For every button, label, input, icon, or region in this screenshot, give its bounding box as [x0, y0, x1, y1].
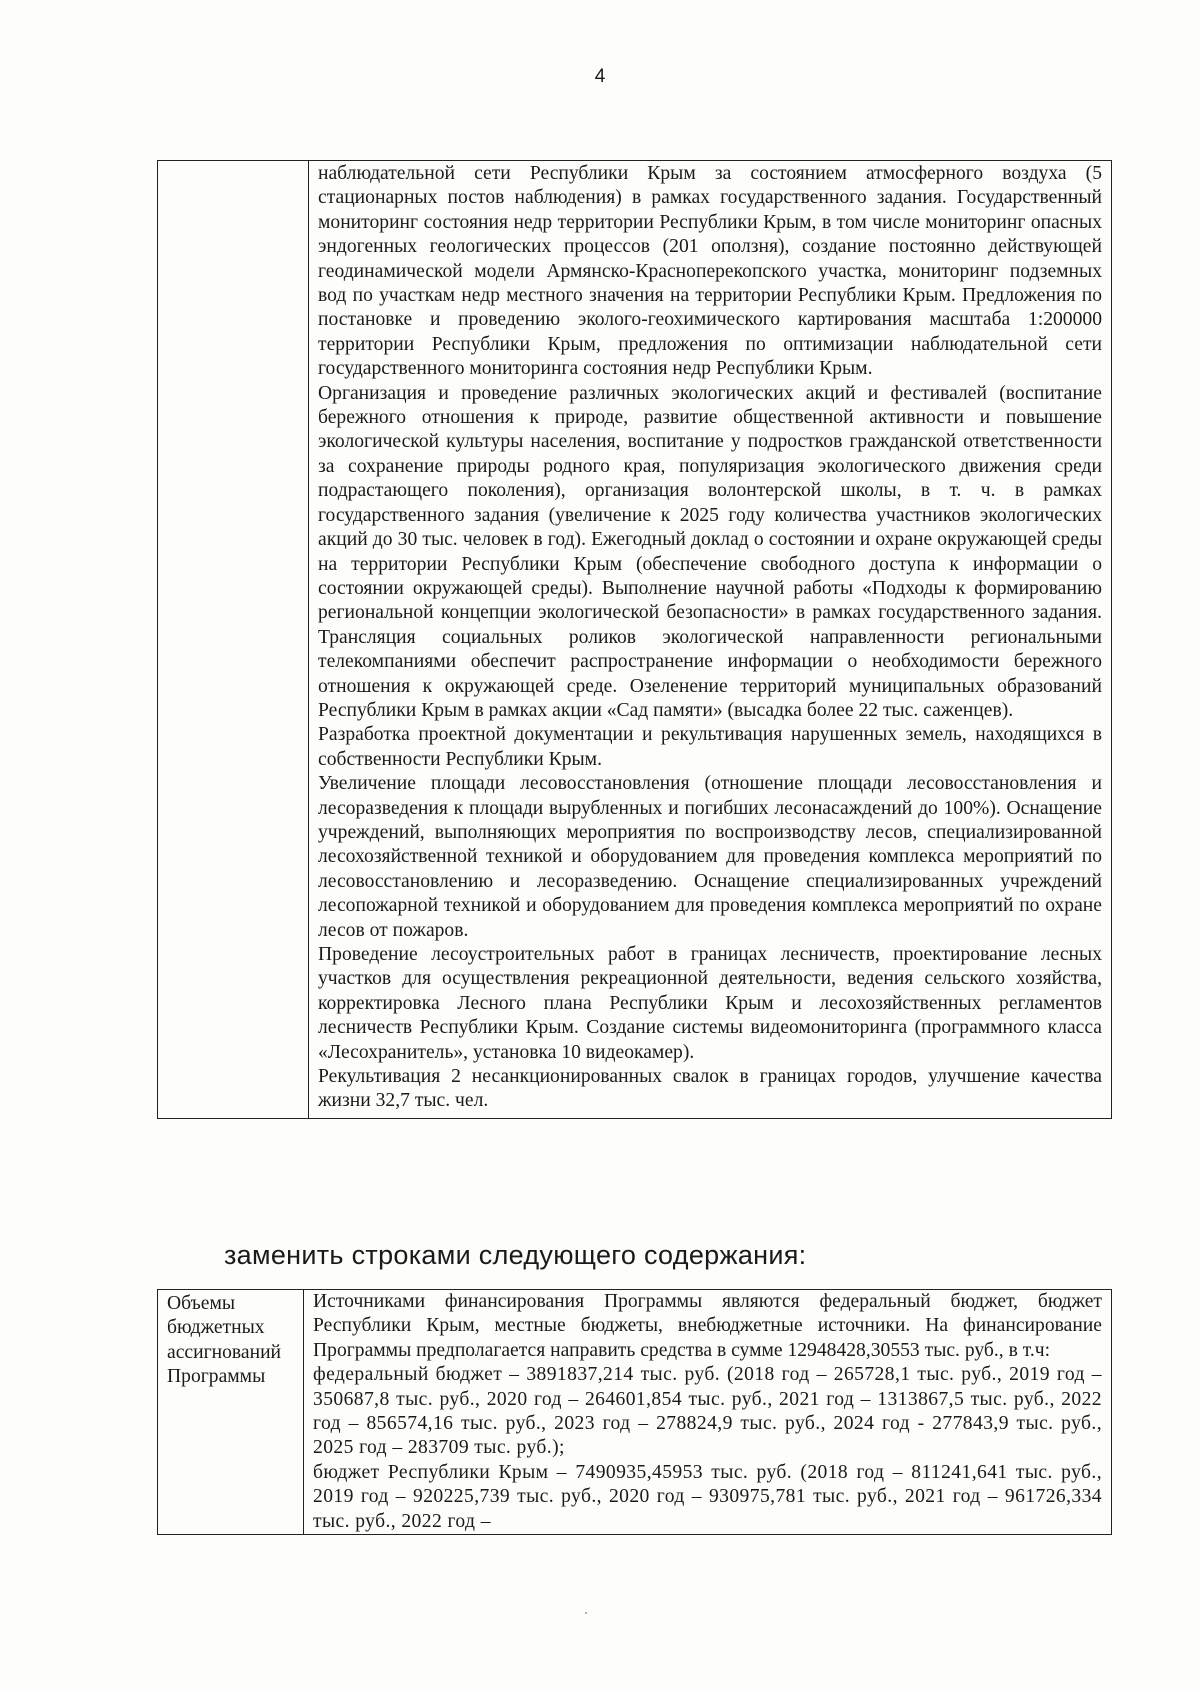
paragraph: федеральный бюджет – 3891837,214 тыс. руб. (2018 год – 265728,1 тыс. руб., 2019 год – 350687,8 тыс. руб., 2020 год – 264601,854 тыс. руб., 2021 год – 1313867,5 тыс. руб., 2022 год – 856574,16 тыс. руб., 2023 год – 278824,9 тыс. руб., 2024 год - 277843,9 тыс. руб., 2025 год – 283709 тыс. руб.); — [313, 1364, 1102, 1459]
paragraph: наблюдательной сети Республики Крым за состоянием атмосферного воздуха (5 стационарных постов наблюдения) в рамках государственного задания. Государственный мониторинг состояния недр территории Республики Крым, в том числе мониторинг опасных эндогенных геологических процессов (201 оползня), создание постоянно действующей геодинамической модели Армянско-Красноперекопского участка, мониторинг подземных вод по участкам недр местного значения на территории Республики Крым. Предложения по постановке и проведению эколого-геохимического картирования масштаба 1:200000 территории Республики Крым, предложения по оптимизации наблюдательной сети государственного мониторинга состояния недр Республики Крым. — [318, 163, 1102, 380]
table-content-cell — [309, 161, 1112, 1119]
paragraph: Рекультивация 2 несанкционированных свалок в границах городов, улучшение качества жизни 32,7 тыс. чел. — [318, 1066, 1102, 1112]
table-row — [158, 161, 1112, 1119]
label-line: Программы — [167, 1366, 266, 1388]
replace-heading: заменить строками следующего содержания: — [224, 1240, 807, 1270]
measures-table — [157, 160, 1112, 1119]
paragraph: Увеличение площади лесовосстановления (отношение площади лесовосстановления и лесоразведения к площади вырубленных и погибших лесонасаждений до 100%). Оснащение учреждений, выполняющих мероприятия по воспроизводству лесов, специализированной лесохозяйственной техникой и оборудованием для проведения комплекса мероприятий по лесовосстановлению и лесоразведению. Оснащение специализированных учреждений лесопожарной техникой и оборудованием для проведения комплекса мероприятий по охране лесов от пожаров. — [318, 773, 1102, 941]
paragraph: Организация и проведение различных экологических акций и фестивалей (воспитание бережного отношения к природе, развитие общественной активности и повышение экологической культуры населения, воспитание у подростков гражданской ответственности за сохранение природы родного края, популяризация экологического движения среди подрастающего поколения), организация волонтерской школы, в т. ч. в рамках государственного задания (увеличение к 2025 году количества участников экологических акций до 30 тыс. человек в год). Ежегодный доклад о состоянии и охране окружающей среды на территории Республики Крым (обеспечение свободного доступа к информации о состоянии окружающей среды). Выполнение научной работы «Подходы к формированию региональной концепции экологической безопасности» в рамках государственного задания. Трансляция социальных роликов экологической направленности региональными телекомпаниями обеспечит распространение информации о необходимости бережного отношения к окружающей среде. Озеленение территорий муниципальных образований Республики Крым в рамках акции «Сад памяти» (высадка более 22 тыс. саженцев). — [318, 382, 1102, 721]
table-row — [158, 1290, 1112, 1535]
scan-speck — [585, 1612, 587, 1614]
budget-content-cell — [304, 1290, 1112, 1535]
paragraph: бюджет Республики Крым – 7490935,45953 тыс. руб. (2018 год – 811241,641 тыс. руб., 2019 год – 920225,739 тыс. руб., 2020 год – 930975,781 тыс. руб., 2021 год – 961726,334 тыс. руб., 2022 год – — [313, 1461, 1102, 1532]
paragraph: Источниками финансирования Программы являются федеральный бюджет, бюджет Республики Крым, местные бюджеты, внебюджетные источники. На финансирование Программы предполагается направить средства в сумме 12948428,30553 тыс. руб., в т.ч: — [313, 1291, 1102, 1361]
page-number: 4 — [594, 66, 606, 87]
paragraph: Разработка проектной документации и рекультивация нарушенных земель, находящихся в собственности Республики Крым. — [318, 724, 1102, 770]
label-line: бюджетных — [167, 1317, 265, 1339]
budget-table — [157, 1289, 1112, 1535]
budget-label-cell — [158, 1290, 304, 1535]
table-label-cell — [158, 161, 309, 1119]
paragraph: Проведение лесоустроительных работ в границах лесничеств, проектирование лесных участков для осуществления рекреационной деятельности, ведения сельского хозяйства, корректировка Лесного плана Республики Крым и лесохозяйственных регламентов лесничеств Республики Крым. Создание системы видеомониторинга (программного класса «Лесохранитель», установка 10 видеокамер). — [318, 944, 1102, 1063]
label-line: ассигнований — [167, 1341, 282, 1363]
label-line: Объемы — [167, 1293, 236, 1314]
